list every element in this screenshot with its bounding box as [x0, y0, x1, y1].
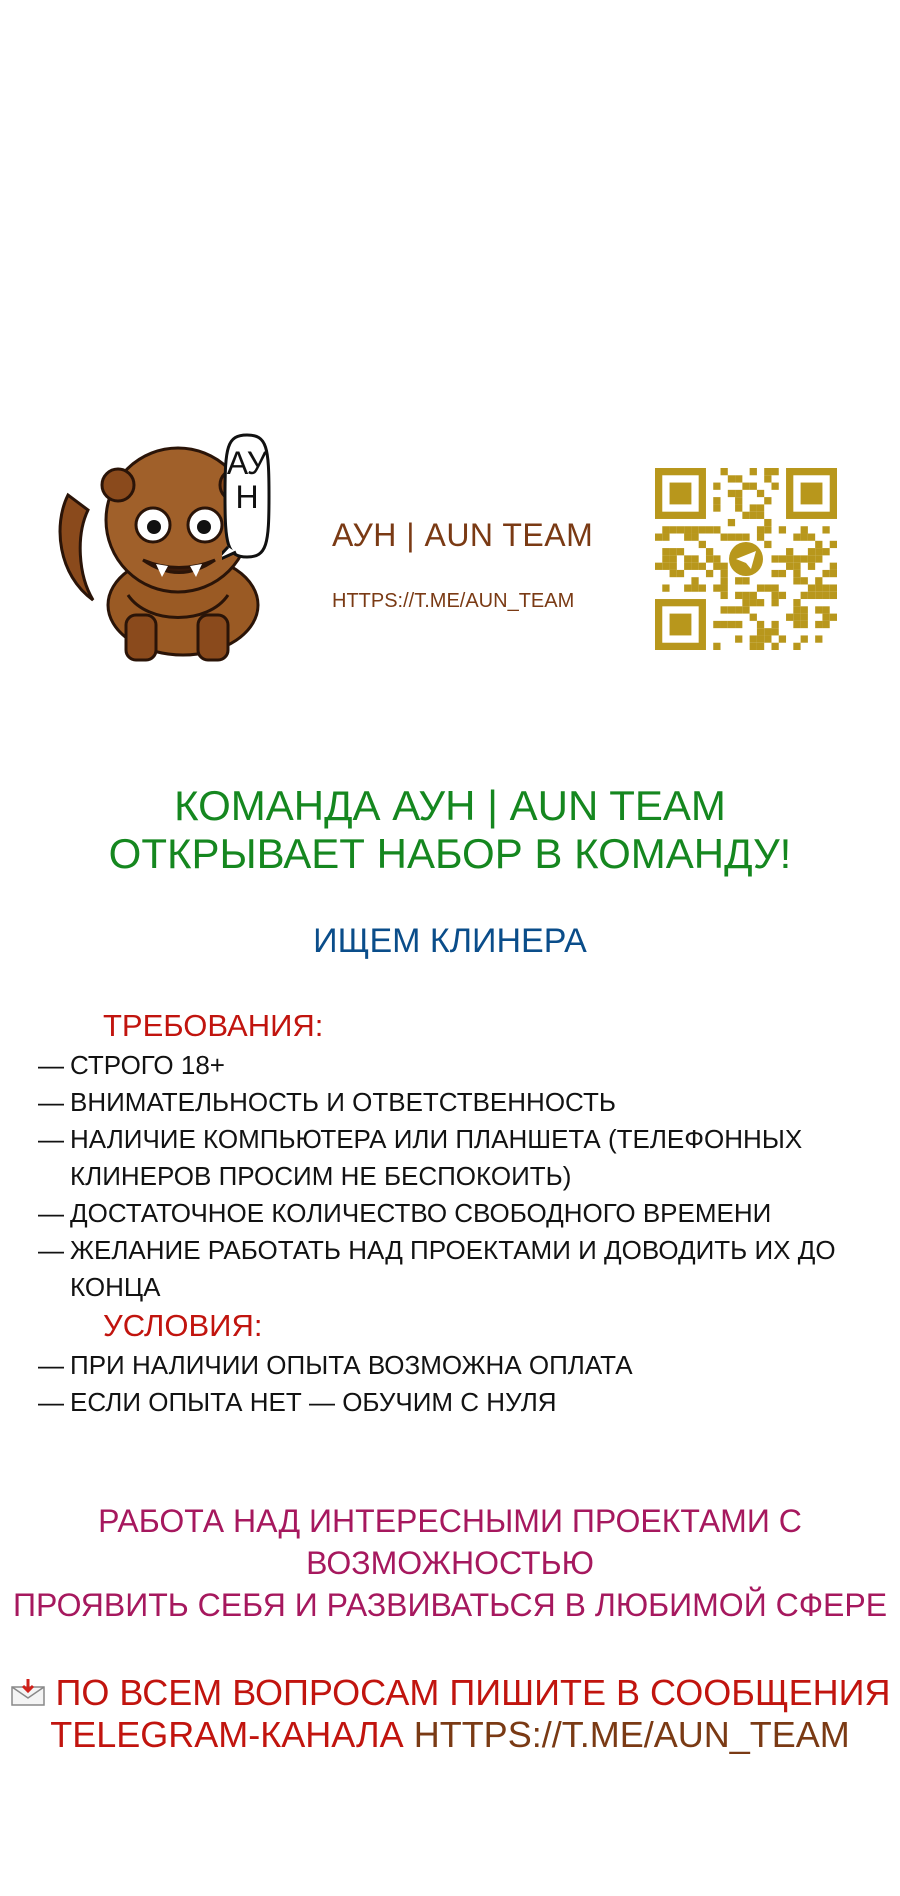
role-title: ИЩЕМ КЛИНЕРА: [313, 922, 587, 960]
requirements-list: [38, 1047, 868, 1306]
contact-line-1: ПО ВСЕМ ВОПРОСАМ ПИШИТЕ В СООБЩЕНИЯ: [55, 1672, 891, 1713]
qr-code-icon[interactable]: [655, 468, 837, 650]
contact-link[interactable]: HTTPS://T.ME/AUN_TEAM: [413, 1714, 850, 1755]
bubble-text: АУН: [226, 445, 268, 515]
list-item: — ЖЕЛАНИЕ РАБОТАТЬ НАД ПРОЕКТАМИ И ДОВОДИТЬ ИХ ДО КОНЦА: [38, 1232, 868, 1306]
list-item: — СТРОГО 18+: [38, 1047, 868, 1084]
team-name: АУН | AUN TEAM: [332, 517, 594, 553]
conditions-title: УСЛОВИЯ:: [103, 1308, 263, 1343]
requirements-title: ТРЕБОВАНИЯ:: [103, 1008, 324, 1043]
list-item-text: ЖЕЛАНИЕ РАБОТАТЬ НАД ПРОЕКТАМИ И ДОВОДИТЬ ИХ ДО КОНЦА: [70, 1235, 836, 1302]
list-item: — ЕСЛИ ОПЫТА НЕТ — ОБУЧИМ С НУЛЯ: [38, 1384, 868, 1421]
mail-icon: [10, 1679, 46, 1707]
contact-text: [0, 1672, 900, 1756]
promo-line-1: РАБОТА НАД ИНТЕРЕСНЫМИ ПРОЕКТАМИ С ВОЗМОЖНОСТЬЮ: [98, 1503, 802, 1581]
headline: [0, 782, 900, 878]
list-item-text: ЕСЛИ ОПЫТА НЕТ — ОБУЧИМ С НУЛЯ: [70, 1387, 557, 1417]
list-item-text: НАЛИЧИЕ КОМПЬЮТЕРА ИЛИ ПЛАНШЕТА (ТЕЛЕФОННЫХ КЛИНЕРОВ ПРОСИМ НЕ БЕСПОКОИТЬ): [70, 1124, 803, 1191]
promo-line-2: ПРОЯВИТЬ СЕБЯ И РАЗВИВАТЬСЯ В ЛЮБИМОЙ СФЕРЕ: [12, 1587, 888, 1623]
list-item-text: ПРИ НАЛИЧИИ ОПЫТА ВОЗМОЖНА ОПЛАТА: [70, 1350, 633, 1380]
team-link[interactable]: HTTPS://T.ME/AUN_TEAM: [332, 590, 575, 612]
list-item-text: ДОСТАТОЧНОЕ КОЛИЧЕСТВО СВОБОДНОГО ВРЕМЕНИ: [70, 1198, 772, 1228]
list-item: — НАЛИЧИЕ КОМПЬЮТЕРА ИЛИ ПЛАНШЕТА (ТЕЛЕФОННЫХ КЛИНЕРОВ ПРОСИМ НЕ БЕСПОКОИТЬ): [38, 1121, 868, 1195]
list-item: — ПРИ НАЛИЧИИ ОПЫТА ВОЗМОЖНА ОПЛАТА: [38, 1347, 868, 1384]
contact-line-2-prefix: TELEGRAM-КАНАЛА: [50, 1714, 414, 1755]
list-item: — ДОСТАТОЧНОЕ КОЛИЧЕСТВО СВОБОДНОГО ВРЕМЕНИ: [38, 1195, 868, 1232]
speech-bubble: [222, 432, 272, 560]
headline-line-1: КОМАНДА АУН | AUN TEAM: [174, 782, 726, 829]
list-item-text: ВНИМАТЕЛЬНОСТЬ И ОТВЕТСТВЕННОСТЬ: [70, 1087, 616, 1117]
conditions-list: [38, 1347, 868, 1421]
headline-line-2: ОТКРЫВАЕТ НАБОР В КОМАНДУ!: [108, 830, 792, 877]
promo-text: [0, 1500, 900, 1626]
list-item: — ВНИМАТЕЛЬНОСТЬ И ОТВЕТСТВЕННОСТЬ: [38, 1084, 868, 1121]
list-item-text: СТРОГО 18+: [70, 1050, 225, 1080]
